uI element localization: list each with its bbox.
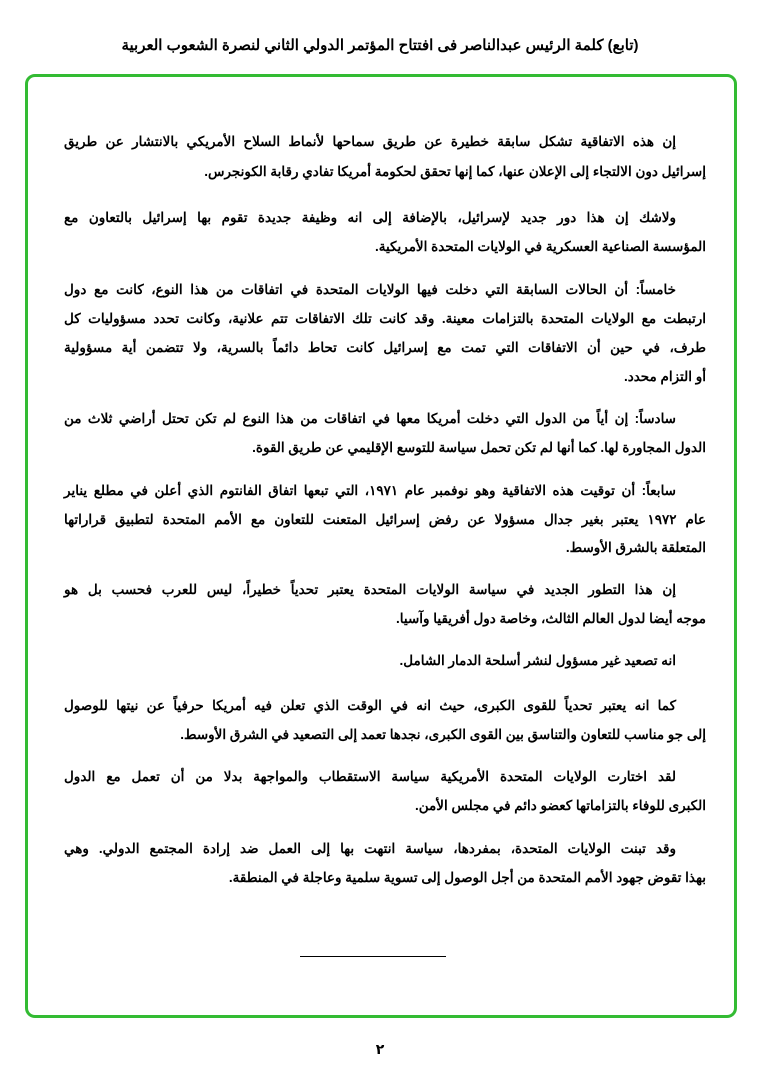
paragraph-5-line: عام ١٩٧٢ يعتبر بغير جدال مسؤولا عن رفض إسرائيل المتعنت للتعاون مع الأمم المتحدة لتطبيق قراراتها xyxy=(64,512,707,527)
paragraph-1-line: إن هذه الاتفاقية تشكل سابقة خطيرة عن طريق سماحها لأنماط السلاح الأمريكي بالانتشار عن طريق xyxy=(64,134,676,149)
end-separator xyxy=(300,956,446,957)
paragraph-4-line: سادساً: إن أياً من الدول التي دخلت أمريكا معها في اتفاقات من هذا النوع لم تكن تحتل أراضي ثلاث من xyxy=(64,411,676,426)
paragraph-3-line: طرف، في حين أن الاتفاقات التي تمت مع إسرائيل كانت تحاط دائماً بالسرية، ولا تتضمن أية مسؤولية xyxy=(64,340,706,355)
paragraph-9-line: الكبرى للوفاء بالتزاماتها كعضو دائم في مجلس الأمن. xyxy=(415,798,706,813)
paragraph-5-line: سابعاً: أن توقيت هذه الاتفاقية وهو نوفمبر عام ١٩٧١، التي تبعها اتفاق الفانتوم الذي أعلن في مطلع يناير xyxy=(64,483,676,498)
paragraph-2-line: ولاشك إن هذا دور جديد لإسرائيل، بالإضافة إلى انه وظيفة جديدة تقوم بها إسرائيل بالتعاون مع xyxy=(64,210,676,225)
paragraph-3-line: أو التزام محدد. xyxy=(623,369,706,384)
paragraph-8-line: إلى جو مناسب للتعاون والتناسق بين القوى الكبرى، نجدها تعمد إلى التصعيد في الشرق الأوسط. xyxy=(180,727,706,742)
document-title: (تابع) كلمة الرئيس عبدالناصر فى افتتاح المؤتمر الدولي الثاني لنصرة الشعوب العربية xyxy=(121,37,639,54)
paragraph-8-line: كما انه يعتبر تحدياً للقوى الكبرى، حيث انه في الوقت الذي تعلن فيه أمريكا حرفياً عن نيتها للوصول xyxy=(64,698,676,713)
paragraph-2-line: المؤسسة الصناعية العسكرية في الولايات المتحدة الأمريكية. xyxy=(374,239,706,254)
paragraph-1-line: إسرائيل دون الالتجاء إلى الإعلان عنها، كما إنها تحقق لحكومة أمريكا تفادي رقابة الكونجرس. xyxy=(204,164,706,179)
paragraph-3-line: خامساً: أن الحالات السابقة التي دخلت فيها الولايات المتحدة في اتفاقات من هذا النوع، كانت مع دول xyxy=(64,282,676,297)
paragraph-6-line: موجه أيضا لدول العالم الثالث، وخاصة دول أفريقيا وآسيا. xyxy=(396,611,706,626)
paragraph-5-line: المتعلقة بالشرق الأوسط. xyxy=(565,540,706,555)
paragraph-4-line: الدول المجاورة لها. كما أنها لم تكن تحمل سياسة للتوسع الإقليمي عن طريق القوة. xyxy=(252,440,706,455)
page-number: ٢ xyxy=(375,1042,385,1058)
paragraph-7-line: انه تصعيد غير مسؤول لنشر أسلحة الدمار الشامل. xyxy=(399,653,676,668)
paragraph-6-line: إن هذا التطور الجديد في سياسة الولايات المتحدة يعتبر تحدياً خطيراً، ليس للعرب فحسب بل هو xyxy=(64,582,676,597)
paragraph-10-line: بهذا تقوض جهود الأمم المتحدة من أجل الوصول إلى تسوية سلمية وعاجلة في المنطقة. xyxy=(228,870,706,885)
paragraph-9-line: لقد اختارت الولايات المتحدة الأمريكية سياسة الاستقطاب والمواجهة بدلا من أن تعمل مع الدول xyxy=(64,769,676,784)
paragraph-3-line: ارتبطت مع الولايات المتحدة بالتزامات معينة. وقد كانت تلك الاتفاقات تتم علانية، وكانت تحدد مسؤوليات كل xyxy=(64,311,706,326)
paragraph-10-line: وقد تبنت الولايات المتحدة، بمفردها، سياسة انتهت بها إلى العمل ضد إرادة المجتمع الدولي. وهي xyxy=(64,841,676,856)
